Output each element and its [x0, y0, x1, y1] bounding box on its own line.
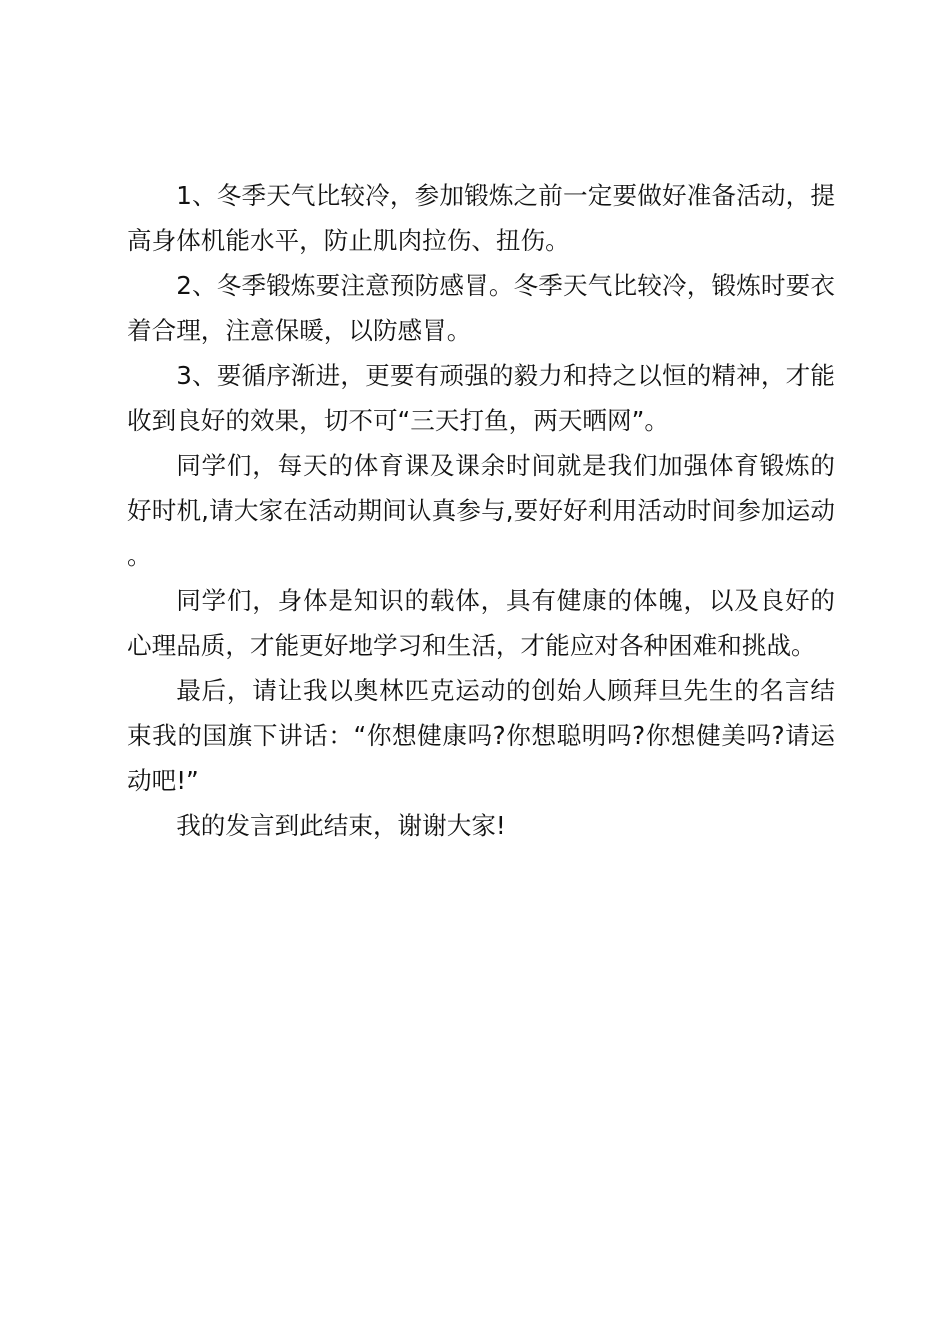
paragraph-health: 同学们，身体是知识的载体，具有健康的体魄，以及良好的心理品质，才能更好地学习和生活，才能应对各种困难和挑战。	[127, 586, 835, 660]
speech-body	[127, 173, 835, 848]
paragraph-tip-1: 1、冬季天气比较冷，参加锻炼之前一定要做好准备活动，提高身体机能水平，防止肌肉拉伤、扭伤。	[127, 181, 835, 255]
paragraph-tip-2: 2、冬季锻炼要注意预防感冒。冬季天气比较冷，锻炼时要衣着合理，注意保暖，以防感冒。	[127, 271, 835, 345]
paragraph-closing-quote: 最后，请让我以奥林匹克运动的创始人顾拜旦先生的名言结束我的国旗下讲话：“你想健康吗?你想聪明吗?你想健美吗?请运动吧!”	[127, 676, 835, 795]
paragraph-thanks: 我的发言到此结束，谢谢大家!	[176, 811, 506, 840]
paragraph-pe-time: 同学们，每天的体育课及课余时间就是我们加强体育锻炼的好时机,请大家在活动期间认真参与,要好好利用活动时间参加运动。	[127, 451, 835, 570]
paragraph-tip-3: 3、要循序渐进，更要有顽强的毅力和持之以恒的精神，才能收到良好的效果，切不可“三天打鱼，两天晒网”。	[127, 361, 835, 435]
